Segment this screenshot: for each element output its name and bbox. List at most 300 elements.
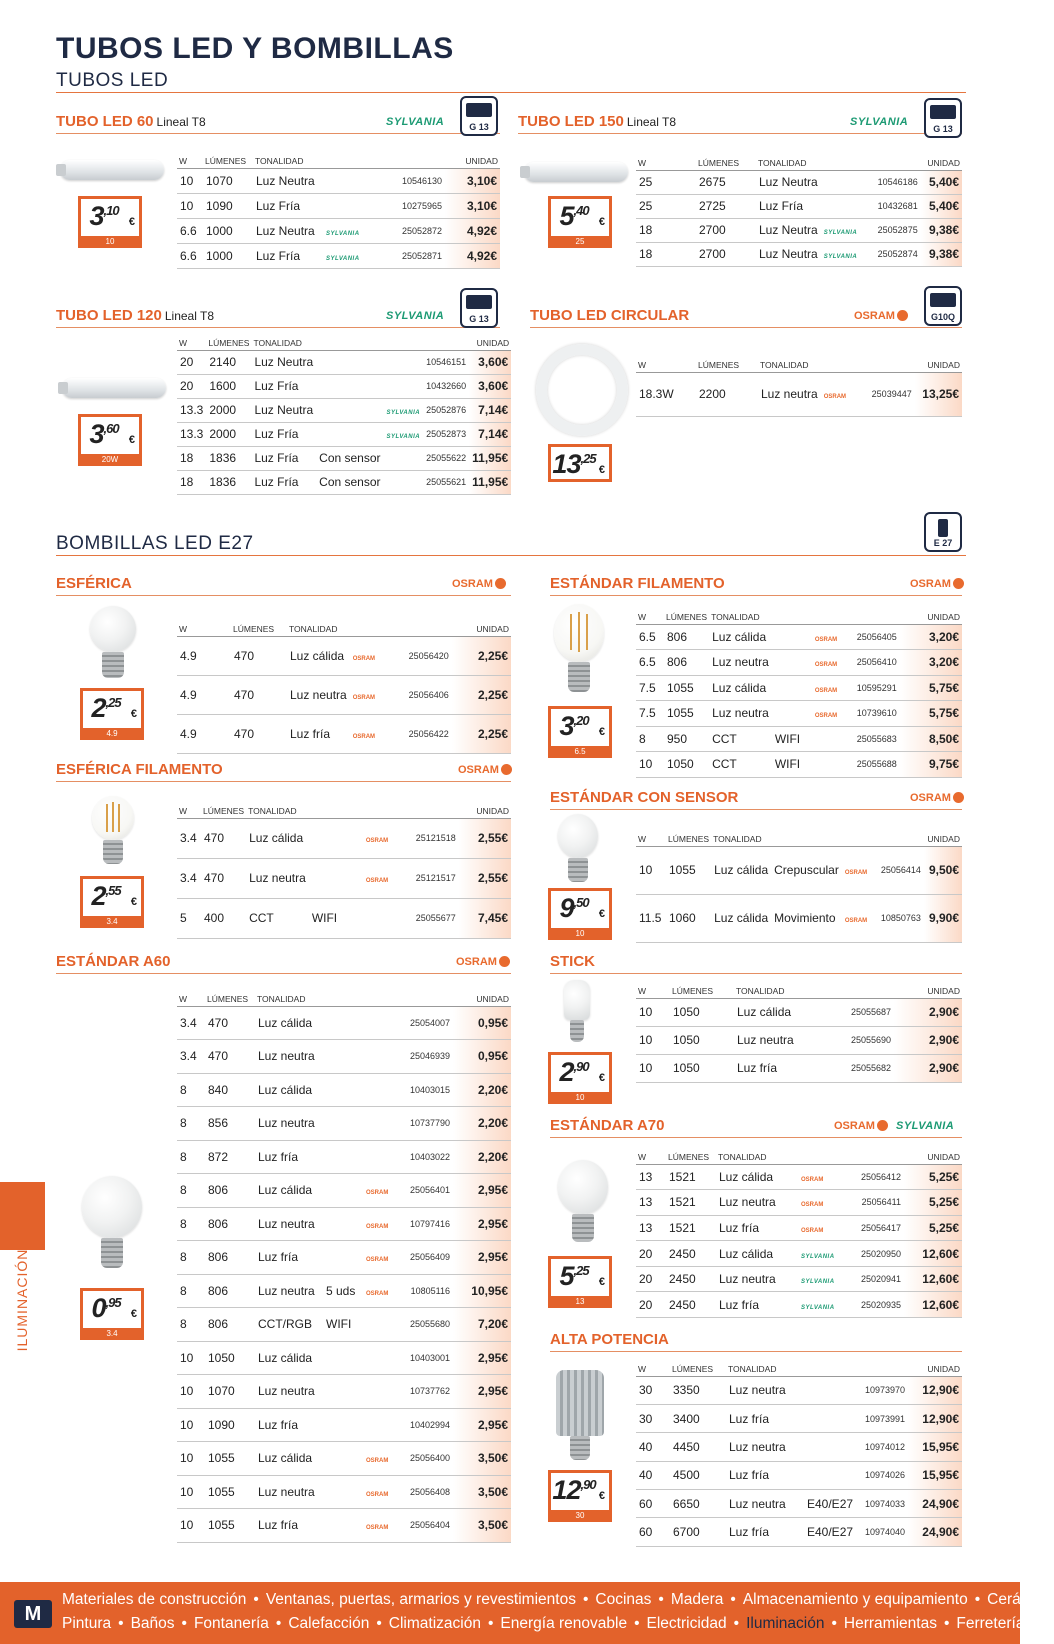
cell-lumens: 1070: [203, 168, 253, 193]
osram-logo: OSRAM: [366, 1257, 389, 1264]
osram-logo: OSRAM: [366, 1458, 389, 1465]
cell-price: 5,40€: [921, 194, 962, 218]
cell-reference: 25020941: [854, 1266, 904, 1292]
cell-reference: 25056411: [854, 1190, 904, 1216]
cell-lumens: 806: [205, 1308, 255, 1342]
subtitle-rule: [56, 92, 966, 93]
table-row: [636, 1266, 962, 1292]
price-decimal: 25: [108, 695, 121, 710]
brand-mini-logo: [363, 1140, 403, 1174]
footer-category-link[interactable]: Cerámica: [987, 1591, 1054, 1608]
cell-watts: 10: [177, 193, 203, 218]
sylvania-logo: SYLVANIA: [801, 1279, 835, 1286]
footer-category-link[interactable]: Herramientas: [843, 1615, 937, 1632]
cell-reference: 10973970: [860, 1376, 908, 1404]
price-integer: 13: [552, 449, 581, 479]
footer-categories-line2: [62, 1615, 1024, 1633]
cell-lumens: 1521: [666, 1190, 716, 1216]
footer-separator: •: [275, 1615, 282, 1632]
cell-feature: [323, 1006, 363, 1040]
product-table-tubo-120: [177, 334, 511, 495]
price-tag: $12^{,90}$ € 30: [548, 1470, 612, 1522]
product-table-estandar-a70: [636, 1148, 962, 1318]
cell-feature: Crepuscular: [771, 846, 842, 894]
cell-lumens: 2450: [666, 1241, 716, 1267]
brand-logo-icon: M: [14, 1600, 52, 1628]
table-row: [177, 398, 511, 422]
table-row: [636, 675, 962, 701]
cell-tonality: Luz Fría: [251, 374, 316, 398]
cell-watts: 10: [177, 1375, 205, 1409]
cell-watts: 11.5: [636, 894, 666, 942]
cell-price: 9,75€: [900, 752, 962, 778]
footer-categories-line1: [62, 1591, 1054, 1609]
footer-category-link[interactable]: Baños: [130, 1615, 175, 1632]
footer-category-link[interactable]: Climatización: [388, 1615, 481, 1632]
cell-tonality: Luz fría: [255, 1408, 323, 1442]
price-euro: €: [130, 896, 137, 908]
category-side-label: ILUMINACIÓN: [14, 1248, 30, 1352]
cell-reference: 10974040: [860, 1518, 908, 1546]
cell-watts: 10: [636, 998, 670, 1026]
sylvania-logo: SYLVANIA: [326, 255, 360, 262]
brand-mini-logo: [363, 1308, 403, 1342]
col-tonalidad: TONALIDAD: [251, 334, 316, 350]
brand-mini-logo: [350, 714, 402, 753]
section-header: [550, 1116, 962, 1138]
table-row: [177, 858, 511, 898]
table-row: [177, 168, 500, 193]
cell-watts: 3.4: [177, 1040, 205, 1074]
price-tag: $5^{,40}$ € 25: [548, 196, 612, 248]
cell-lumens: 1000: [203, 218, 253, 243]
cell-reference: 25056408: [403, 1475, 453, 1509]
brand-sylvania: SYLVANIA: [896, 1120, 955, 1132]
cell-watts: 13: [636, 1164, 666, 1190]
table-row: [177, 1408, 511, 1442]
cell-reference: 25052874: [863, 242, 921, 266]
table-row: [636, 998, 962, 1026]
brand-mini-logo: [812, 701, 852, 727]
cell-feature: [316, 422, 383, 446]
cell-watts: 10: [636, 1026, 670, 1054]
cell-lumens: 1090: [205, 1408, 255, 1442]
cell-price: 12,60€: [904, 1266, 962, 1292]
cell-watts: 10: [177, 168, 203, 193]
cell-lumens: 1055: [205, 1475, 255, 1509]
footer-category-link[interactable]: Pintura: [62, 1615, 112, 1632]
brand-mini-logo: [384, 470, 424, 494]
table-row: [177, 1140, 511, 1174]
cell-price: 11,95€: [469, 446, 511, 470]
footer-separator: •: [634, 1615, 640, 1632]
cell-tonality: CCT: [246, 898, 309, 938]
col-w: W: [177, 802, 201, 818]
price-euro: €: [598, 1276, 605, 1288]
cell-reference: 25055680: [403, 1308, 453, 1342]
price-watts: 3.4: [80, 1328, 144, 1340]
brand-mini-logo: [384, 422, 424, 446]
cell-tonality: Luz Fría: [251, 470, 316, 494]
cell-watts: 18: [636, 218, 696, 242]
table-row: [636, 726, 962, 752]
cell-lumens: 470: [231, 675, 287, 714]
cell-lumens: 1050: [670, 1026, 734, 1054]
price-watts: 4.9: [80, 728, 144, 740]
cell-price: 2,90€: [894, 1026, 962, 1054]
cell-lumens: 1070: [205, 1375, 255, 1409]
footer-category-link[interactable]: Energía renovable: [500, 1615, 628, 1632]
cell-reference: 25056412: [854, 1164, 904, 1190]
cell-reference: 25055621: [423, 470, 469, 494]
cell-watts: 4.9: [177, 675, 231, 714]
osram-logo: OSRAM: [352, 694, 376, 701]
footer-category-link[interactable]: Calefacción: [288, 1615, 370, 1632]
col-lumenes: LÚMENES: [696, 356, 758, 372]
cell-reference: 10805116: [403, 1274, 453, 1308]
cell-tonality: CCT/RGB: [255, 1308, 323, 1342]
cell-reference: 10737790: [403, 1107, 453, 1141]
cell-lumens: 1050: [664, 752, 709, 778]
osram-logo: OSRAM: [352, 733, 376, 740]
product-table-alta-potencia: [636, 1360, 962, 1547]
col-tonalidad: TONALIDAD: [711, 830, 771, 846]
cell-watts: 18: [177, 446, 206, 470]
table-row: [177, 243, 500, 268]
product-table-estandar-a60: [177, 990, 511, 1543]
footer-separator: •: [376, 1615, 382, 1632]
footer-category-link[interactable]: Electricidad: [646, 1615, 727, 1632]
cell-watts: 20: [636, 1241, 666, 1267]
cell-lumens: 3350: [670, 1376, 726, 1404]
section-title: TUBO LED 60: [56, 113, 154, 130]
cell-watts: 10: [177, 1341, 205, 1375]
price-euro: €: [598, 1490, 605, 1502]
cell-tonality: Luz fría: [734, 1054, 842, 1082]
cell-feature: [804, 1404, 860, 1432]
cell-price: 2,25€: [452, 675, 511, 714]
col-lumenes: LÚMENES: [666, 1148, 716, 1164]
cell-feature: [772, 650, 812, 676]
cell-tonality: Luz Fría: [253, 243, 323, 268]
bulb-image: [558, 814, 598, 886]
col-unidad: UNIDAD: [924, 830, 962, 846]
cell-lumens: 1836: [206, 470, 251, 494]
cell-feature: [772, 675, 812, 701]
cell-watts: 13: [636, 1190, 666, 1216]
cell-feature: [309, 858, 363, 898]
cell-lumens: 2725: [696, 194, 756, 218]
cell-tonality: Luz fría: [287, 714, 350, 753]
section-subtitle: Lineal T8: [156, 115, 206, 129]
brand-mini-logo: [363, 1006, 403, 1040]
cell-watts: 30: [636, 1376, 670, 1404]
cell-watts: 25: [636, 194, 696, 218]
cell-reference: 25121517: [407, 858, 459, 898]
footer-separator: •: [118, 1615, 124, 1632]
cell-reference: 25055677: [407, 898, 459, 938]
price-euro: €: [598, 1072, 605, 1084]
cell-lumens: 1600: [206, 374, 251, 398]
price-integer: 3: [89, 419, 104, 449]
cell-tonality: Luz neutra: [255, 1375, 323, 1409]
cell-lumens: 1050: [670, 1054, 734, 1082]
cell-price: 15,95€: [908, 1433, 962, 1461]
col-lumenes: LÚMENES: [664, 608, 709, 624]
footer-category-link[interactable]: Almacenamiento y equipamiento: [742, 1591, 968, 1608]
col-tonalidad: TONALIDAD: [709, 608, 772, 624]
table-row: [636, 624, 962, 650]
cell-tonality: Luz cálida: [255, 1341, 323, 1375]
cell-lumens: 6700: [670, 1518, 726, 1546]
cell-feature: [804, 1433, 860, 1461]
price-integer: 3: [559, 711, 574, 741]
cell-lumens: 400: [201, 898, 246, 938]
price-watts: 20W: [78, 454, 142, 466]
section-stick: [550, 952, 962, 974]
table-row: [636, 650, 962, 676]
price-integer: 5: [559, 201, 574, 231]
col-w: W: [177, 990, 205, 1006]
table-row: [177, 1241, 511, 1275]
price-euro: €: [128, 434, 135, 446]
price-decimal: 95: [108, 1295, 121, 1310]
product-table-tubo-150: [636, 154, 962, 267]
cell-feature: [804, 1461, 860, 1489]
osram-logo: OSRAM: [814, 713, 838, 720]
cell-reference: 10403015: [403, 1073, 453, 1107]
cell-lumens: 1055: [205, 1509, 255, 1543]
brand-mini-logo: [842, 846, 878, 894]
cell-tonality: CCT: [709, 726, 772, 752]
cell-tonality: Luz cálida: [255, 1174, 323, 1208]
table-row: [177, 374, 511, 398]
price-euro: €: [130, 708, 137, 720]
cell-price: 3,60€: [469, 350, 511, 374]
cell-tonality: Luz Neutra: [253, 168, 323, 193]
cell-watts: 60: [636, 1518, 670, 1546]
price-integer: 2: [91, 881, 106, 911]
cell-tonality: Luz cálida: [709, 675, 772, 701]
col-unidad: UNIDAD: [904, 1148, 962, 1164]
brand-mini-logo: [363, 1442, 403, 1476]
table-row: [636, 1164, 962, 1190]
price-watts: 25: [548, 236, 612, 248]
cell-watts: 18: [177, 470, 206, 494]
brand-mini-logo: [384, 374, 424, 398]
cell-price: 11,95€: [469, 470, 511, 494]
section-subtitle: Lineal T8: [164, 309, 215, 323]
brand-mini-logo: [323, 193, 383, 218]
cell-reference: 25052873: [423, 422, 469, 446]
cell-watts: 20: [636, 1292, 666, 1318]
table-row: [177, 422, 511, 446]
sylvania-logo: SYLVANIA: [326, 230, 360, 237]
cell-price: 13,25€: [915, 372, 962, 416]
cell-reference: 25056401: [403, 1174, 453, 1208]
brand-osram: OSRAM: [854, 310, 908, 322]
cell-tonality: Luz cálida: [246, 818, 309, 858]
category-footer: [0, 1582, 1054, 1644]
footer-category-link[interactable]: Cocinas: [595, 1591, 652, 1608]
brand-sylvania: SYLVANIA: [386, 310, 445, 322]
cell-tonality: Luz Fría: [756, 194, 821, 218]
section-header: [56, 760, 511, 782]
cell-price: 3,50€: [453, 1509, 511, 1543]
cell-tonality: Luz Fría: [253, 193, 323, 218]
brand-mini-logo: [363, 858, 407, 898]
sylvania-logo: SYLVANIA: [386, 434, 421, 440]
col-tonalidad: TONALIDAD: [246, 802, 309, 818]
cell-watts: 6.6: [177, 243, 203, 268]
col-tonalidad: TONALIDAD: [287, 620, 350, 636]
cell-tonality: Luz neutra: [287, 675, 350, 714]
cell-feature: [316, 398, 383, 422]
table-row: [177, 1207, 511, 1241]
cell-lumens: 806: [205, 1207, 255, 1241]
cell-price: 2,25€: [452, 636, 511, 675]
cell-watts: 30: [636, 1404, 670, 1432]
table-row: [177, 1006, 511, 1040]
cell-lumens: 840: [205, 1073, 255, 1107]
section-title: ESTÁNDAR FILAMENTO: [550, 575, 725, 592]
table-row: [636, 1461, 962, 1489]
osram-logo: OSRAM: [366, 1290, 389, 1297]
footer-category-link[interactable]: Ferretería: [956, 1615, 1025, 1632]
cell-lumens: 470: [201, 858, 246, 898]
section-header: [550, 952, 962, 974]
table-row: [177, 470, 511, 494]
table-row: [177, 1308, 511, 1342]
cell-lumens: 1521: [666, 1215, 716, 1241]
footer-category-link[interactable]: Ventanas, puertas, armarios y revestimientos: [265, 1591, 576, 1608]
brand-osram: OSRAM: [910, 792, 964, 804]
price-integer: 2: [91, 693, 106, 723]
table-row: [177, 1107, 511, 1141]
cell-watts: 4.9: [177, 636, 231, 675]
cell-price: 3,20€: [900, 624, 962, 650]
table-row: [177, 1375, 511, 1409]
footer-category-link[interactable]: Madera: [670, 1591, 724, 1608]
brand-mini-logo: [350, 636, 402, 675]
cell-price: 3,50€: [453, 1475, 511, 1509]
cell-watts: 10: [177, 1442, 205, 1476]
footer-category-link[interactable]: Fontanería: [193, 1615, 269, 1632]
cell-tonality: Luz Neutra: [251, 398, 316, 422]
price-tag: $3^{,10}$ € 10: [78, 196, 142, 248]
table-row: [636, 752, 962, 778]
col-w: W: [636, 830, 666, 846]
cell-price: 2,95€: [453, 1207, 511, 1241]
cell-tonality: Luz cálida: [255, 1442, 323, 1476]
cell-tonality: Luz neutra: [255, 1475, 323, 1509]
cell-watts: 20: [636, 1266, 666, 1292]
section-title: ALTA POTENCIA: [550, 1331, 669, 1348]
cell-watts: 6.5: [636, 650, 664, 676]
table-row: [177, 446, 511, 470]
g13-socket-icon: G 13: [460, 288, 498, 328]
col-lumenes: LÚMENES: [231, 620, 287, 636]
brand-mini-logo: [821, 242, 863, 266]
cell-tonality: Luz neutra: [716, 1266, 798, 1292]
col-lumenes: LÚMENES: [205, 990, 255, 1006]
cell-feature: [323, 1040, 363, 1074]
cell-reference: 25056422: [402, 714, 452, 753]
cell-tonality: Luz Neutra: [253, 218, 323, 243]
bulb-image: [82, 1176, 142, 1272]
cell-feature: [323, 1375, 363, 1409]
cell-price: 9,38€: [921, 242, 962, 266]
cell-reference: 10595291: [852, 675, 900, 701]
cell-tonality: Luz fría: [716, 1292, 798, 1318]
section-title: ESFÉRICA FILAMENTO: [56, 761, 223, 778]
cell-watts: 60: [636, 1490, 670, 1518]
price-decimal: 25: [576, 1263, 589, 1278]
sylvania-logo: SYLVANIA: [801, 1304, 835, 1311]
cell-price: 2,20€: [453, 1107, 511, 1141]
section-header: [550, 788, 962, 810]
cell-reference: 25056405: [852, 624, 900, 650]
cell-watts: 10: [177, 1408, 205, 1442]
section-tubo-120: [56, 306, 500, 328]
cell-lumens: 6650: [670, 1490, 726, 1518]
cell-lumens: 2700: [696, 242, 756, 266]
cell-watts: 3.4: [177, 818, 201, 858]
cell-watts: 8: [177, 1274, 205, 1308]
table-row: [636, 372, 962, 416]
tube-image: [60, 160, 164, 180]
cell-tonality: Luz neutra: [709, 650, 772, 676]
section-alta-potencia: [550, 1330, 962, 1352]
cell-price: 2,90€: [894, 998, 962, 1026]
price-tag: $5^{,25}$ € 13: [548, 1256, 612, 1308]
footer-category-link[interactable]: Iluminación: [746, 1615, 825, 1632]
cell-reference: 10403022: [403, 1140, 453, 1174]
price-integer: 2: [559, 1057, 574, 1087]
cell-tonality: Luz Neutra: [251, 350, 316, 374]
cell-tonality: Luz cálida: [716, 1241, 798, 1267]
section-title: TUBO LED 150: [518, 113, 624, 130]
table-row: [177, 1174, 511, 1208]
brand-mini-logo: [798, 1215, 854, 1241]
cell-lumens: 1055: [205, 1442, 255, 1476]
price-decimal: 90: [576, 1059, 589, 1074]
cell-price: 2,25€: [452, 714, 511, 753]
table-row: [177, 898, 511, 938]
cell-watts: 5: [177, 898, 201, 938]
cell-reference: 25054007: [403, 1006, 453, 1040]
price-watts: 6.5: [548, 746, 612, 758]
cell-tonality: Luz neutra: [255, 1040, 323, 1074]
footer-separator: •: [831, 1615, 837, 1632]
col-w: W: [636, 1360, 670, 1376]
cell-watts: 10: [177, 1475, 205, 1509]
cell-watts: 8: [177, 1241, 205, 1275]
table-row: [636, 1433, 962, 1461]
brand-mini-logo: [812, 675, 852, 701]
cell-feature: [323, 1073, 363, 1107]
cell-lumens: 1050: [205, 1341, 255, 1375]
col-w: W: [636, 356, 696, 372]
footer-category-link[interactable]: Materiales de construcción: [62, 1591, 247, 1608]
table-row: [177, 350, 511, 374]
cell-tonality: CCT: [709, 752, 772, 778]
price-watts: 3.4: [80, 916, 144, 928]
cell-reference: 25121518: [407, 818, 459, 858]
cell-feature: [323, 1174, 363, 1208]
cell-price: 12,60€: [904, 1241, 962, 1267]
cell-lumens: 2450: [666, 1266, 716, 1292]
